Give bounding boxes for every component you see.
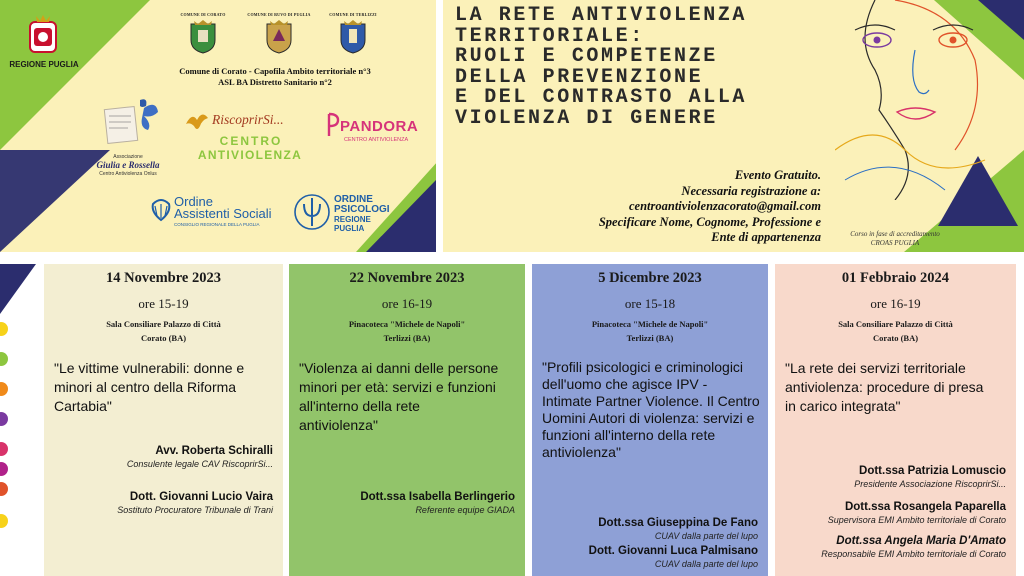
event-info: [503, 168, 821, 246]
speaker-role: CUAV dalla parte del lupo: [654, 559, 758, 569]
accreditation-note: [827, 230, 963, 248]
event-date: 22 Novembre 2023: [349, 270, 465, 286]
venue-city: Corato (BA): [872, 333, 919, 343]
event-time: ore 16-19: [870, 296, 921, 311]
corato-crest-icon: [188, 20, 218, 54]
municipality-name: COMUNE DI TERLIZZI: [329, 12, 377, 17]
event-topic: "Violenza ai danni delle persone minori per età: servizi e funzioni all'interno della rete antiviolenza": [299, 360, 499, 433]
venue-city: Corato (BA): [140, 333, 187, 343]
pandora-logo: [326, 110, 432, 154]
psi-icon: [292, 190, 332, 234]
title-line: RUOLI E COMPETENZE: [455, 45, 718, 68]
accreditation-line: Corso in fase di accreditamento: [850, 230, 940, 238]
event-time: ore 15-18: [624, 296, 676, 311]
venue-line: Sala Consiliare Palazzo di Città: [106, 319, 221, 329]
giulia-name-text: Giulia e Rossella: [96, 160, 160, 170]
speaker: [117, 490, 273, 516]
pink-dot-decoration: [0, 442, 8, 456]
title-panel: [443, 0, 1024, 252]
region-name: REGIONE PUGLIA: [9, 60, 79, 69]
title-line: VIOLENZA DI GENERE: [455, 106, 718, 130]
comune-corato-logo: [168, 12, 238, 54]
magenta-dot-decoration: [0, 462, 8, 476]
municipality-name: COMUNE DI CORATO: [180, 12, 226, 17]
speaker: [360, 490, 515, 516]
venue-city: Terlizzi (BA): [626, 333, 674, 343]
speaker-name: Dott.ssa Giuseppina De Fano: [598, 517, 758, 529]
comune-terlizzi-logo: [318, 12, 388, 54]
riscoprirsi-logo: [184, 110, 314, 170]
email-text: centroantiviolenzacorato@gmail.com: [629, 199, 821, 213]
asl-line: ASL BA Distretto Sanitario n°2: [218, 77, 332, 87]
butterfly-letter-icon: [100, 98, 160, 148]
event-card-1: [44, 264, 283, 576]
speaker: [589, 544, 758, 570]
event-card-3: [532, 264, 768, 576]
yellow-dot-decoration-2: [0, 514, 8, 528]
speaker-role: Consulente legale CAV RiscoprirSi...: [126, 459, 273, 469]
pandora-title: PANDORA: [340, 118, 419, 135]
event-venue: [532, 317, 768, 345]
speaker: [127, 444, 273, 470]
oas-sub: CONSIGLIO REGIONALE DELLA PUGLIA: [174, 222, 260, 227]
speaker-role: CUAV dalla parte del lupo: [654, 531, 758, 541]
speaker-name: Dott.ssa Patrizia Lomuscio: [859, 465, 1006, 477]
giulia-rossella-logo: [86, 98, 170, 178]
municipality-name: COMUNE DI RUVO DI PUGLIA: [247, 12, 311, 17]
shell-icon: [150, 198, 172, 222]
venue-line: Pinacoteca "Michele de Napoli": [591, 319, 709, 329]
free-event-text: Evento Gratuito.: [734, 168, 821, 182]
event-topic: "La rete dei servizi territoriale antiviolenza: procedure di presa in carico integrata": [785, 360, 984, 414]
title-line: DELLA PREVENZIONE: [455, 65, 704, 89]
capofila-line: Comune di Corato - Capofila Ambito territoriale n°3: [179, 66, 371, 76]
purple-dot-decoration: [0, 412, 8, 426]
op-line2: PSICOLOGI: [334, 204, 390, 215]
affiliation-text: Ente di appartenenza: [711, 230, 821, 244]
ordine-assistenti-sociali-logo: [150, 194, 280, 230]
speaker-role: Supervisora EMI Ambito territoriale di Corato: [827, 515, 1006, 525]
woman-face-illustration: [835, 0, 1005, 200]
event-time: ore 16-19: [381, 296, 433, 311]
phoenix-icon: [184, 110, 210, 132]
event-time: ore 15-19: [138, 296, 189, 311]
riscoprirsi-sub2: ANTIVIOLENZA: [197, 148, 303, 162]
title-line: LA RETE ANTIVIOLENZA: [455, 4, 748, 27]
speaker: [821, 534, 1006, 560]
comune-ruvo-logo: [244, 12, 314, 54]
event-card-2: [289, 264, 525, 576]
speaker-role: Responsabile EMI Ambito territoriale di Corato: [821, 549, 1006, 559]
terlizzi-crest-icon: [338, 20, 368, 54]
regione-puglia-crest-icon: [26, 12, 60, 56]
event-venue: [775, 317, 1016, 345]
event-topic: "Profili psicologici e criminologici dell'uomo che agisce IPV - Intimate Partner Violence. Il Centro Uomini Autori di violenza: servizi e funzioni all'interno della rete antiviolenza": [542, 359, 760, 460]
event-date: 5 Dicembre 2023: [598, 270, 702, 286]
oas-line1: Ordine: [174, 194, 214, 209]
event-date: 01 Febbraio 2024: [841, 270, 950, 286]
event-venue: [44, 317, 283, 345]
capofila-text: [160, 66, 390, 88]
speaker-role: Presidente Associazione RiscoprirSi...: [854, 479, 1006, 489]
speaker-name: Dott. Giovanni Lucio Vaira: [129, 491, 273, 503]
giulia-small-text: Associazione: [113, 154, 143, 160]
op-line3: REGIONE: [334, 215, 371, 224]
specify-text: Specificare Nome, Cognome, Professione e: [598, 214, 821, 229]
decorative-dots: [0, 264, 36, 576]
speaker-role: Sostituto Procuratore Tribunale di Trani: [117, 505, 273, 515]
event-topic: "Le vittime vulnerabili: donne e minori al centro della Riforma Cartabia": [54, 360, 245, 414]
speaker-name: Dott.ssa Isabella Berlingerio: [360, 491, 515, 503]
riscoprirsi-sub1: CENTRO: [219, 134, 283, 148]
pandora-sub: CENTRO ANTIVIOLENZA: [344, 137, 409, 143]
speaker-role: Referente equipe GIADA: [415, 505, 515, 515]
ruvo-crest-icon: [264, 20, 294, 54]
red-dot-decoration: [0, 482, 8, 496]
giulia-sub-text: Centro Antiviolenza Onlus: [99, 171, 157, 177]
accreditation-body: CROAS PUGLIA: [870, 239, 920, 247]
speaker: [598, 516, 758, 542]
venue-line: Pinacoteca "Michele de Napoli": [348, 319, 466, 329]
event-card-4: [775, 264, 1016, 576]
riscoprirsi-title: RiscoprirSi...: [212, 112, 284, 127]
speaker-name: Dott.ssa Angela Maria D'Amato: [836, 535, 1006, 547]
navy-triangle-decoration: [0, 264, 36, 314]
registration-text: Necessaria registrazione a:: [681, 183, 821, 198]
op-line1: ORDINE: [334, 194, 373, 205]
venue-line: Sala Consiliare Palazzo di Città: [838, 319, 953, 329]
event-venue: [289, 317, 525, 345]
ordine-psicologi-logo: [292, 190, 402, 236]
pandora-symbol-icon: [326, 112, 340, 138]
title-line: E DEL CONTRASTO ALLA: [455, 86, 748, 109]
op-line4: PUGLIA: [334, 224, 365, 233]
speaker: [828, 500, 1006, 526]
speaker-name: Dott.ssa Rosangela Paparella: [844, 501, 1006, 513]
event-title: [455, 6, 835, 129]
speaker-name: Dott. Giovanni Luca Palmisano: [588, 545, 758, 557]
title-line: TERRITORIALE:: [455, 24, 645, 48]
green-dot-decoration: [0, 352, 8, 366]
speaker-name: Avv. Roberta Schiralli: [155, 445, 273, 457]
venue-city: Terlizzi (BA): [383, 333, 431, 343]
event-date: 14 Novembre 2023: [106, 270, 221, 286]
oas-line2: Assistenti Sociali: [174, 206, 272, 221]
orange-dot-decoration: [0, 382, 8, 396]
yellow-dot-decoration: [0, 322, 8, 336]
speaker: [854, 464, 1006, 490]
partners-panel: [0, 0, 436, 252]
